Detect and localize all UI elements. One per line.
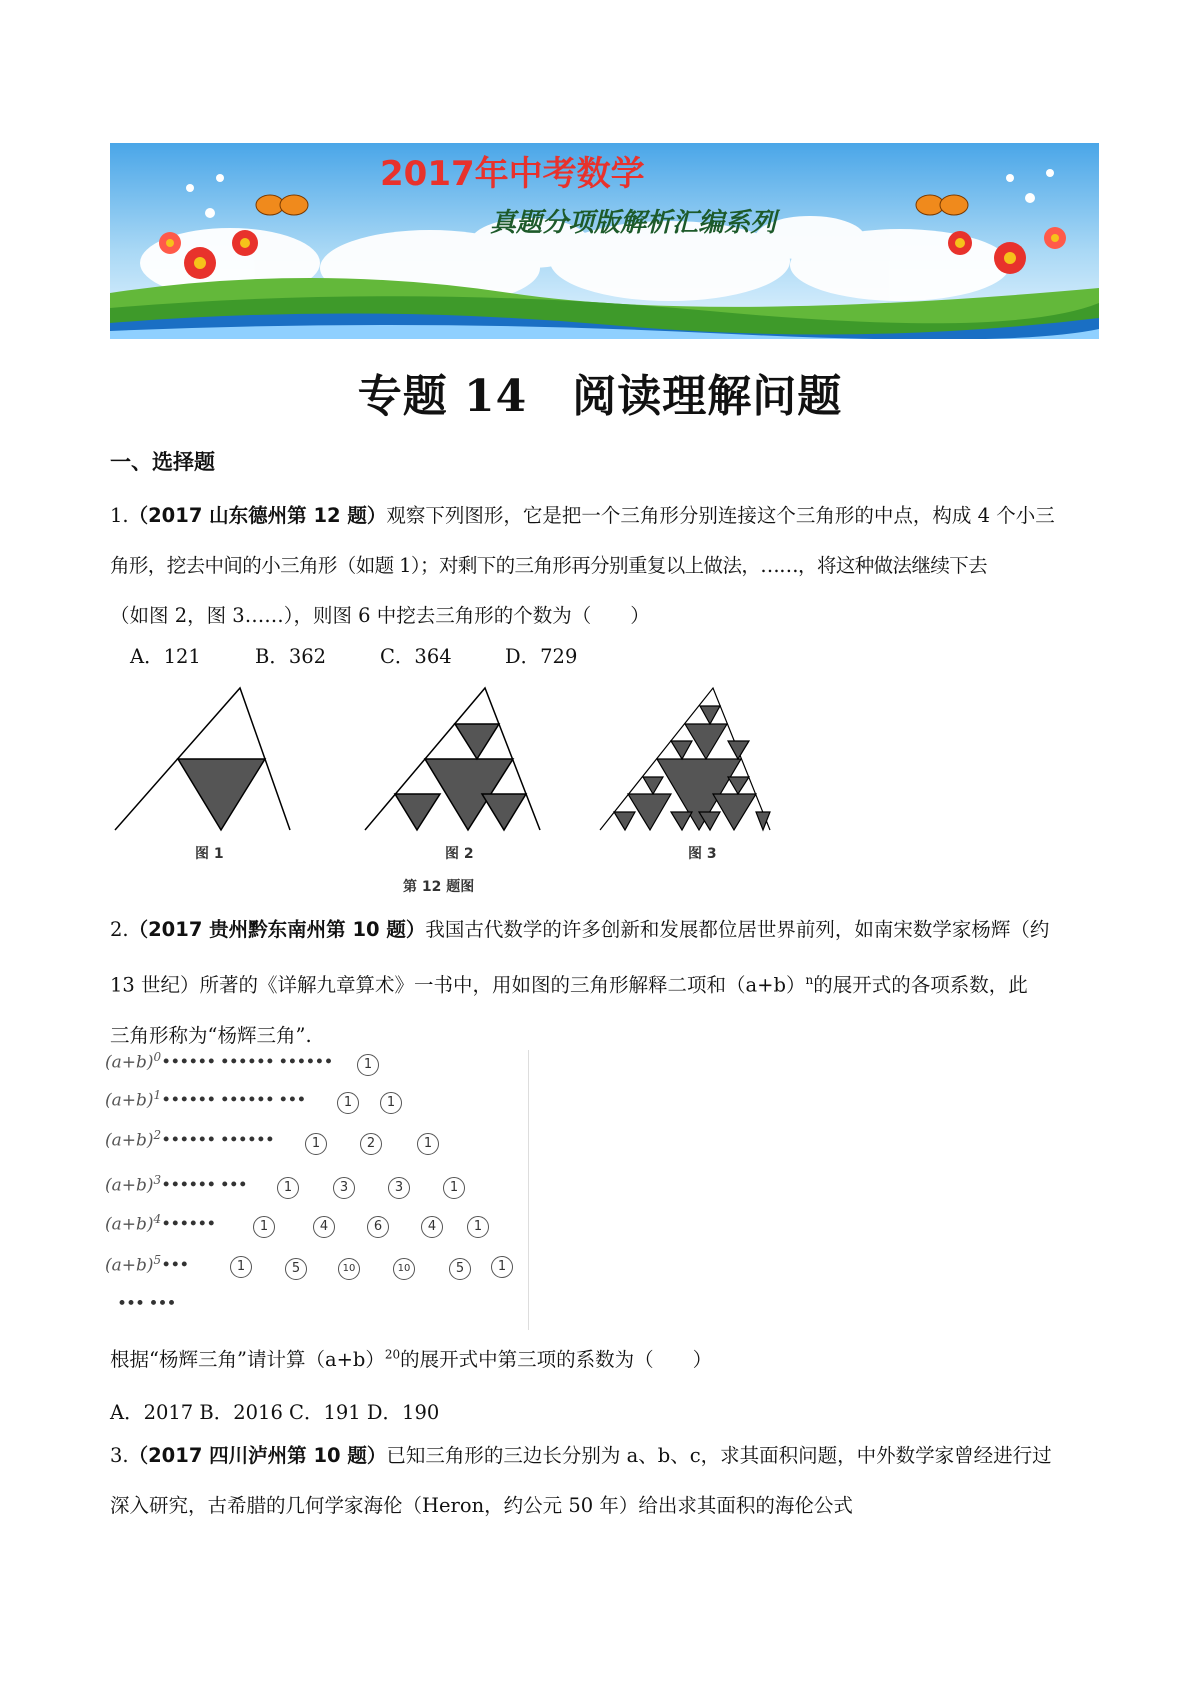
q2-line3: 三角形称为“杨辉三角”. bbox=[110, 1023, 312, 1047]
question-3 bbox=[110, 1431, 1100, 1531]
q2-options: A．2017 B．2016 C．191 D．190 bbox=[110, 1401, 440, 1424]
coefficient: 1 bbox=[357, 1054, 379, 1076]
q1-option-b: B．362 bbox=[255, 645, 327, 668]
coefficient: 1 bbox=[417, 1133, 439, 1155]
coefficient: 6 bbox=[367, 1216, 389, 1238]
q2-line2b: 的展开式的各项系数，此 bbox=[813, 973, 1028, 997]
figure-2-label: 图 2 bbox=[445, 846, 474, 862]
coefficient: 1 bbox=[380, 1092, 402, 1114]
figure-1-triangle bbox=[115, 688, 290, 830]
coefficient: 10 bbox=[338, 1258, 360, 1280]
coefficient: 1 bbox=[443, 1177, 465, 1199]
q1-option-a: A．121 bbox=[130, 645, 201, 668]
question-1 bbox=[110, 491, 1100, 641]
q1-options bbox=[130, 641, 630, 669]
q2-line1: 我国古代数学的许多创新和发展都位居世界前列，如南宋数学家杨辉（约 bbox=[425, 918, 1050, 941]
yanghui-triangle bbox=[105, 1050, 535, 1330]
coefficient: 3 bbox=[333, 1177, 355, 1199]
triangle-row: $(a+b)^1••••••$ •••••• ••• bbox=[105, 1088, 306, 1111]
coefficient: 4 bbox=[313, 1216, 335, 1238]
coefficient: 4 bbox=[421, 1216, 443, 1238]
coefficient: 1 bbox=[467, 1216, 489, 1238]
q1-source: （2017 山东德州第 12 题） bbox=[128, 504, 387, 527]
q1-line1: 观察下列图形，它是把一个三角形分别连接这个三角形的中点，构成 4 个小三 bbox=[386, 504, 1055, 527]
coefficient: 1 bbox=[253, 1216, 275, 1238]
coefficient: 5 bbox=[449, 1258, 471, 1280]
figure-3-label: 图 3 bbox=[688, 846, 717, 862]
trailing-dots: ••• ••• bbox=[117, 1294, 176, 1314]
coefficient: 1 bbox=[491, 1256, 513, 1278]
q3-line2: 深入研究，古希腊的几何学家海伦（Heron，约公元 50 年）给出求其面积的海伦公式 bbox=[110, 1494, 853, 1517]
q1-line3: （如图 2，图 3……），则图 6 中挖去三角形的个数为（ ） bbox=[110, 604, 650, 627]
triangle-row: $(a+b)^5•••$ bbox=[105, 1253, 189, 1276]
triangle-row: $(a+b)^0••••••$ •••••• •••••• bbox=[105, 1050, 333, 1073]
header-banner bbox=[110, 143, 1099, 339]
q2-question: 根据“杨辉三角”请计算$(a+b)^{20}$的展开式中第三项的系数为（ ） bbox=[110, 1347, 713, 1371]
q3-source: （2017 四川泸州第 10 题） bbox=[128, 1444, 387, 1467]
coefficient: 2 bbox=[360, 1133, 382, 1155]
figure-2-triangle bbox=[365, 688, 540, 830]
section-heading: 一、选择题 bbox=[110, 450, 215, 474]
question-2 bbox=[110, 905, 1100, 1061]
banner-illustration bbox=[110, 143, 1099, 339]
q3-number: 3. bbox=[110, 1444, 129, 1467]
q2-line2-sup: n bbox=[805, 973, 814, 987]
banner-title: 2017年中考数学 bbox=[380, 154, 645, 194]
triangle-row: $(a+b)^2••••••$ •••••• bbox=[105, 1128, 274, 1151]
banner-subtitle: 真题分项版解析汇编系列 bbox=[490, 208, 777, 238]
coefficient: 5 bbox=[285, 1258, 307, 1280]
q1-figures bbox=[110, 680, 790, 900]
q2-line2a: 13 世纪）所著的《详解九章算术》一书中，用如图的三角形解释二项和（a+b） bbox=[110, 973, 806, 997]
page-title: 专题 14 阅读理解问题 bbox=[357, 371, 843, 422]
figure-3-triangle bbox=[600, 688, 770, 830]
q1-option-d: D．729 bbox=[505, 645, 578, 668]
coefficient: 1 bbox=[230, 1256, 252, 1278]
q3-line1: 已知三角形的三边长分别为 a、b、c，求其面积问题，中外数学家曾经进行过 bbox=[386, 1444, 1052, 1467]
q1-option-c: C．364 bbox=[380, 645, 452, 668]
q2-number: 2. bbox=[110, 918, 129, 941]
coefficient: 10 bbox=[393, 1258, 415, 1280]
coefficient: 1 bbox=[337, 1092, 359, 1114]
figure-caption: 第 12 题图 bbox=[403, 879, 475, 895]
q1-number: 1. bbox=[110, 504, 129, 527]
q1-line2: 角形，挖去中间的小三角形（如题 1）；对剩下的三角形再分别重复以上做法，……，将这种做法继续下去 bbox=[110, 554, 988, 577]
figure-1-label: 图 1 bbox=[195, 846, 224, 862]
coefficient: 1 bbox=[305, 1133, 327, 1155]
coefficient: 1 bbox=[277, 1177, 299, 1199]
coefficient: 3 bbox=[388, 1177, 410, 1199]
figure-divider bbox=[528, 1050, 529, 1330]
triangle-row: $(a+b)^4••••••$ bbox=[105, 1212, 216, 1235]
triangle-row: $(a+b)^3••••••$ ••• bbox=[105, 1173, 247, 1196]
q2-source: （2017 贵州黔东南州第 10 题） bbox=[128, 918, 426, 941]
